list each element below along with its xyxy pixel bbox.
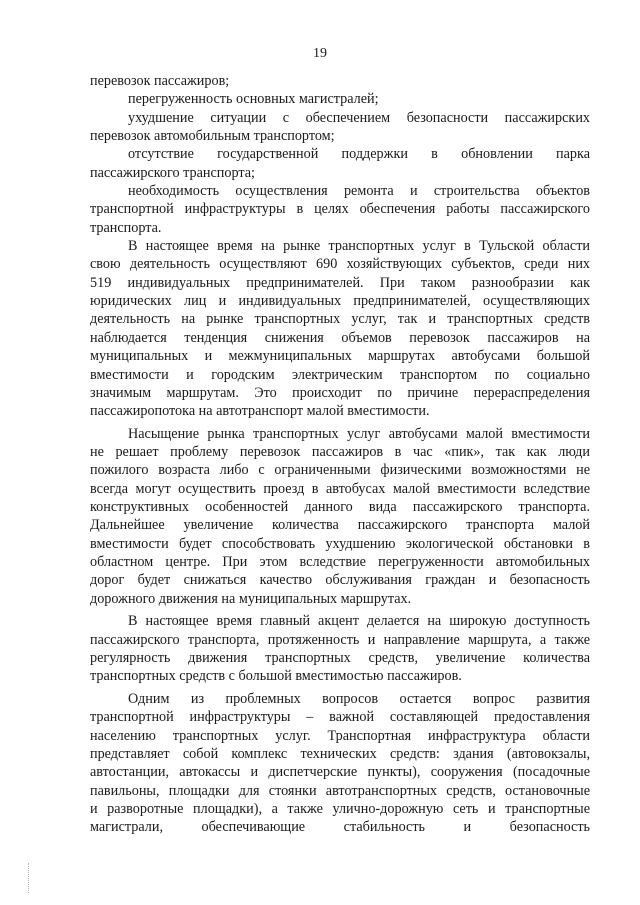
text-line: транспортной инфраструктуры – важной составляющей предоставления [90,709,590,726]
paragraph [90,182,590,237]
text-line: пассажирского транспорта, протяженность и направление маршрута, а также [90,631,590,648]
text-line: деятельность на рынке транспортных услуг, так и транспортных средств [90,311,590,328]
text-line: и разворотные площадки), а также улично-дорожную сеть и транспортные [90,800,590,817]
text-line: конструктивных особенностей данного вида пассажирского транспорта. [90,499,590,516]
text-line: всегда могут осуществить проезд в автобусах малой вместимости вследствие [90,480,590,497]
text-line: перегруженность основных магистралей; [128,91,379,108]
text-line: В настоящее время главный акцент делается на широкую доступность [128,613,590,630]
paragraph [90,237,590,420]
text-line: автостанции, автокассы и диспетчерские пункты), сооружения (посадочные [90,764,590,781]
text-line: магистрали, обеспечивающие стабильность и безопасность [90,819,590,836]
text-line: пассажиропотока на автотранспорт малой вместимости. [90,403,430,420]
text-line: не решает проблему перевозок пассажиров в час «пик», так как люди [90,444,590,461]
text-line: значимым маршрутам. Это происходит по причине перераспределения [90,384,590,401]
document-body [90,72,590,837]
text-line: перевозок автомобильным транспортом; [90,128,335,145]
text-line: представляет собой комплекс технических средств: здания (автовокзалы, [90,745,590,762]
text-line: транспорта. [90,219,162,236]
text-line: транспортных средств с большой вместимостью пассажиров. [90,668,462,685]
text-line: ухудшение ситуации с обеспечением безопасности пассажирских [128,109,590,126]
text-line: Дальнейшее увеличение количества пассажирского транспорта малой [90,517,590,534]
text-line: 519 индивидуальных предпринимателей. При таком разнообразии как [90,274,590,291]
text-line: вместимости будет способствовать ухудшению экологической обстановки в [90,535,590,552]
text-line: павильоны, площадки для стоянки автотранспортных средств, остановочные [90,782,590,799]
text-line: наблюдается тенденция снижения объемов перевозок пассажиров на [90,329,590,346]
text-line: свою деятельность осуществляют 690 хозяйствующих субъектов, среди них [90,256,590,273]
text-line: В настоящее время на рынке транспортных услуг в Тульской области [128,238,590,255]
text-line: населению транспортных услуг. Транспортная инфраструктура области [90,727,590,744]
text-line: пассажирского транспорта; [90,164,255,181]
text-line: юридических лиц и индивидуальных предпринимателей, осуществляющих [90,293,590,310]
text-line: областном центре. При этом вследствие перегруженности автомобильных [90,554,590,571]
paragraph [90,612,590,685]
text-line: пожилого возраста либо с ограниченными физическими возможностями не [90,462,590,479]
text-line: регулярность движения транспортных средств, увеличение количества [90,650,590,667]
text-line: дорожного движения на муниципальных маршрутах. [90,590,412,607]
scan-artifact [28,863,31,893]
text-line: дорог будет снижаться качество обслуживания граждан и безопасность [90,572,590,589]
text-line: Одним из проблемных вопросов остается вопрос развития [128,690,590,707]
text-line: Насыщение рынка транспортных услуг автобусами малой вместимости [128,425,590,442]
text-line: необходимость осуществления ремонта и строительства объектов [128,183,590,200]
text-line: муниципальных и межмуниципальных маршрутах автобусами большой [90,348,590,365]
paragraph [90,90,590,108]
paragraph [90,72,590,90]
text-line: отсутствие государственной поддержки в обновлении парка [128,146,590,163]
text-line: транспортной инфраструктуры в целях обеспечения работы пассажирского [90,201,590,218]
page-number: 19 [313,46,327,61]
paragraph [90,690,590,837]
paragraph [90,109,590,146]
paragraph [90,145,590,182]
text-line: перевозок пассажиров; [90,73,230,89]
text-line: вместимости и городским электрическим транспортом по социально [90,366,590,383]
paragraph [90,425,590,608]
